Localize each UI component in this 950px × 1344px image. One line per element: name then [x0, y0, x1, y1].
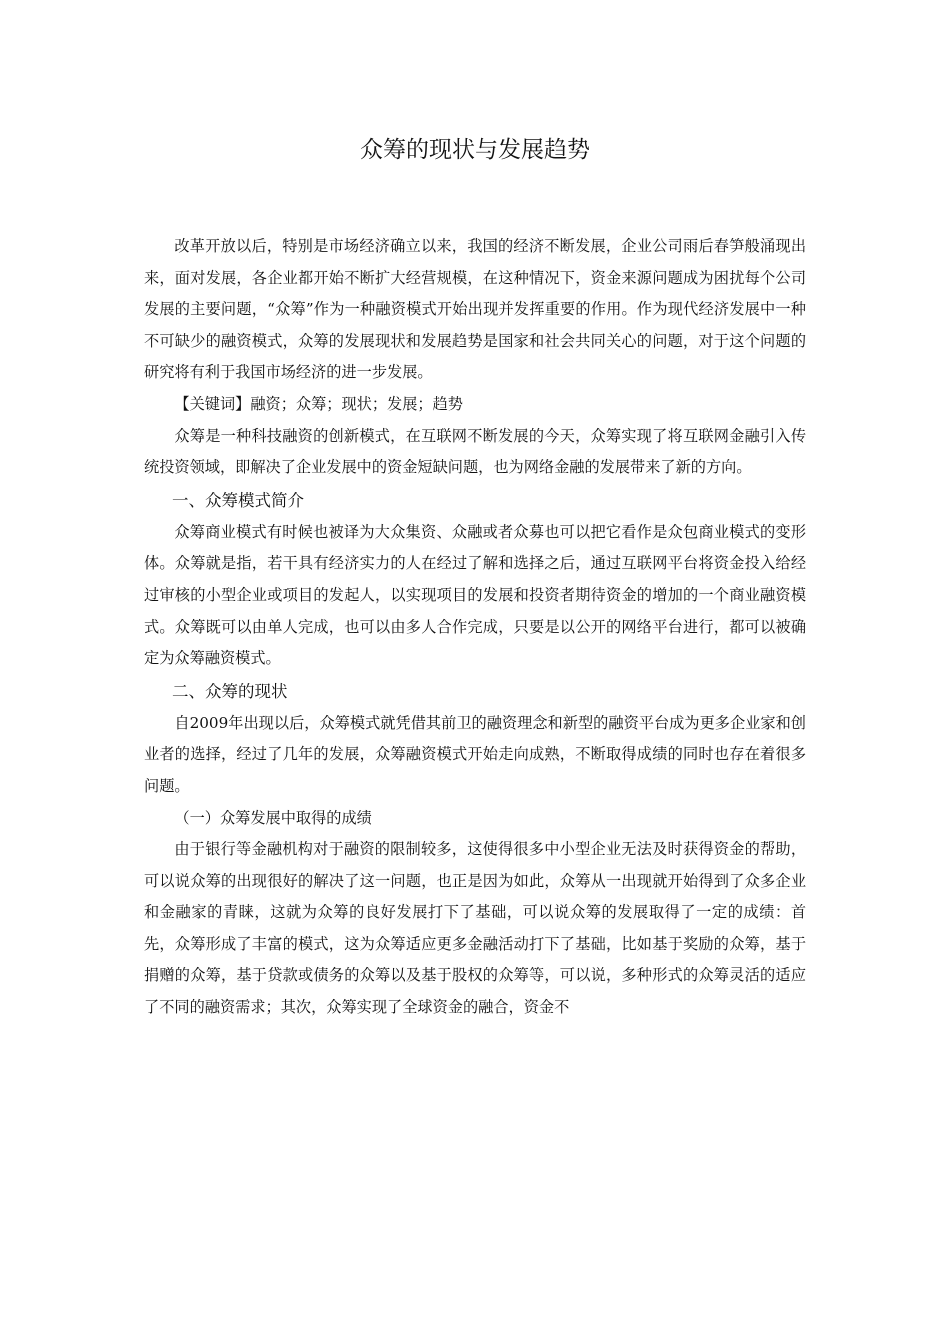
paragraph: 众筹是一种科技融资的创新模式，在互联网不断发展的今天，众筹实现了将互联网金融引入传统投资领域，即解决了企业发展中的资金短缺问题，也为网络金融的发展带来了新的方向。	[144, 426, 806, 477]
paragraph: 众筹商业模式有时候也被译为大众集资、众融或者众募也可以把它看作是众包商业模式的变形体。众筹就是指，若干具有经济实力的人在经过了解和选择之后，通过互联网平台将资金投入给经过审核的小型企业或项目的发起人，以实现项目的发展和投资者期待资金的增加的一个商业融资模式。众筹既可以由单人完成，也可以由多人合作完成，只要是以公开的网络平台进行，都可以被确定为众筹融资模式。	[144, 522, 806, 668]
section-heading: 一、众筹模式简介	[172, 490, 305, 510]
document-title: 众筹的现状与发展趋势	[360, 137, 590, 163]
paragraph: 由于银行等金融机构对于融资的限制较多，这使得很多中小型企业无法及时获得资金的帮助，可以说众筹的出现很好的解决了这一问题，也正是因为如此，众筹从一出现就开始得到了众多企业和金融家的青睐，这就为众筹的良好发展打下了基础，可以说众筹的发展取得了一定的成绩：首先，众筹形成了丰富的模式，这为众筹适应更多金融活动打下了基础，比如基于奖励的众筹，基于捐赠的众筹，基于贷款或债务的众筹以及基于股权的众筹等，可以说，多种形式的众筹灵活的适应了不同的融资需求；其次，众筹实现了全球资金的融合，资金不	[144, 840, 806, 1017]
keywords-line: 【关键词】融资；众筹；现状；发展；趋势	[174, 394, 463, 413]
intro-paragraph: 改革开放以后，特别是市场经济确立以来，我国的经济不断发展，企业公司雨后春笋般涌现出来，面对发展，各企业都开始不断扩大经营规模，在这种情况下，资金来源问题成为困扰每个公司发展的主要问题，“众筹”作为一种融资模式开始出现并发挥重要的作用。作为现代经济发展中一种不可缺少的融资模式，众筹的发展现状和发展趋势是国家和社会共同关心的问题，对于这个问题的研究将有利于我国市场经济的进一步发展。	[144, 237, 806, 382]
paragraph: 自2009年出现以后，众筹模式就凭借其前卫的融资理念和新型的融资平台成为更多企业家和创业者的选择，经过了几年的发展，众筹融资模式开始走向成熟，不断取得成绩的同时也存在着很多问题。	[144, 713, 806, 795]
section-heading: 二、众筹的现状	[172, 681, 288, 701]
subsection-heading: （一）众筹发展中取得的成绩	[174, 808, 372, 827]
document-body	[144, 231, 806, 1024]
